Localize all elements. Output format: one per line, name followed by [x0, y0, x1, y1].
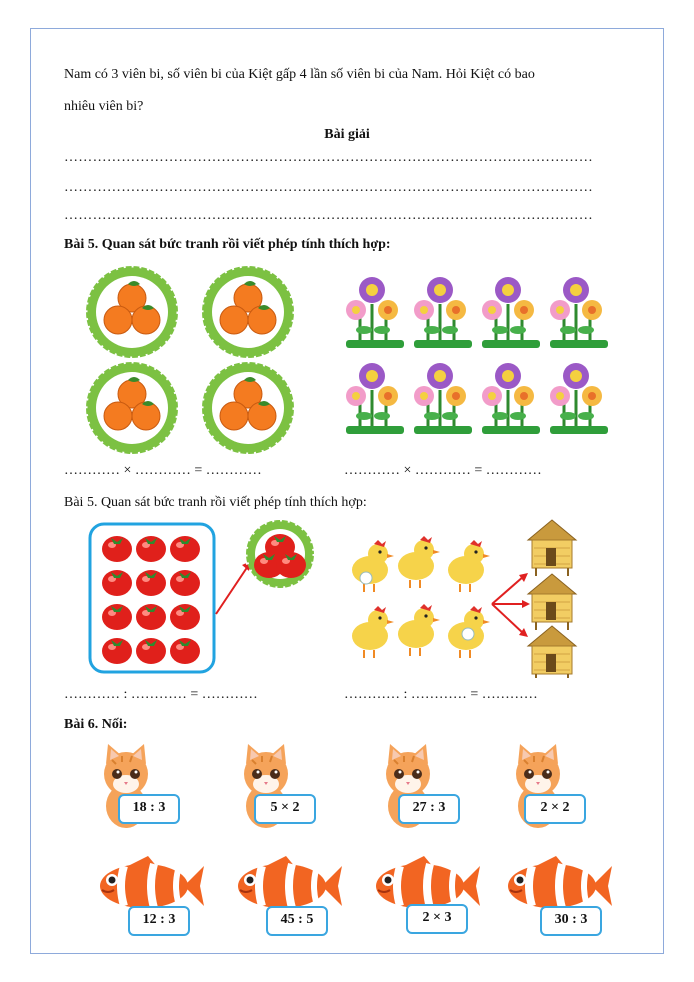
fish-calc-1[interactable]: 12 : 3 [128, 906, 190, 936]
orange-plates-image [84, 264, 304, 456]
bai5a-blank-right[interactable]: ………… × ………… = ………… [344, 463, 542, 478]
problem-line-2: nhiêu viên bi? [64, 99, 144, 114]
answer-line-1[interactable]: ………………………………………………………………………………………………… [64, 150, 594, 165]
answer-line-3[interactable]: ………………………………………………………………………………………………… [64, 208, 594, 223]
cat-calc-4[interactable]: 2 × 2 [524, 794, 586, 824]
bai5b-blank-right[interactable]: ………… : ………… = ………… [344, 687, 538, 702]
chickens-image [348, 518, 588, 678]
solution-title: Bài giải [324, 127, 370, 142]
problem-line-1: Nam có 3 viên bi, số viên bi của Kiệt gấp 4 lần số viên bi của Nam. Hỏi Kiệt có bao [64, 67, 535, 82]
cat-calc-2[interactable]: 5 × 2 [254, 794, 316, 824]
bai5b-blank-left[interactable]: ………… : ………… = ………… [64, 687, 258, 702]
fish-calc-2[interactable]: 45 : 5 [266, 906, 328, 936]
flowers-image [342, 270, 614, 440]
fish-calc-3[interactable]: 2 × 3 [406, 904, 468, 934]
cat-calc-1[interactable]: 18 : 3 [118, 794, 180, 824]
bai5a-title: Bài 5. Quan sát bức tranh rồi viết phép tính thích hợp: [64, 237, 391, 252]
tomatoes-image [88, 520, 320, 676]
answer-line-2[interactable]: ………………………………………………………………………………………………… [64, 180, 594, 195]
bai5a-blank-left[interactable]: ………… × ………… = ………… [64, 463, 262, 478]
fish-calc-4[interactable]: 30 : 3 [540, 906, 602, 936]
bai6-title: Bài 6. Nối: [64, 717, 128, 732]
cat-calc-3[interactable]: 27 : 3 [398, 794, 460, 824]
bai5b-title: Bài 5. Quan sát bức tranh rồi viết phép tính thích hợp: [64, 495, 367, 510]
